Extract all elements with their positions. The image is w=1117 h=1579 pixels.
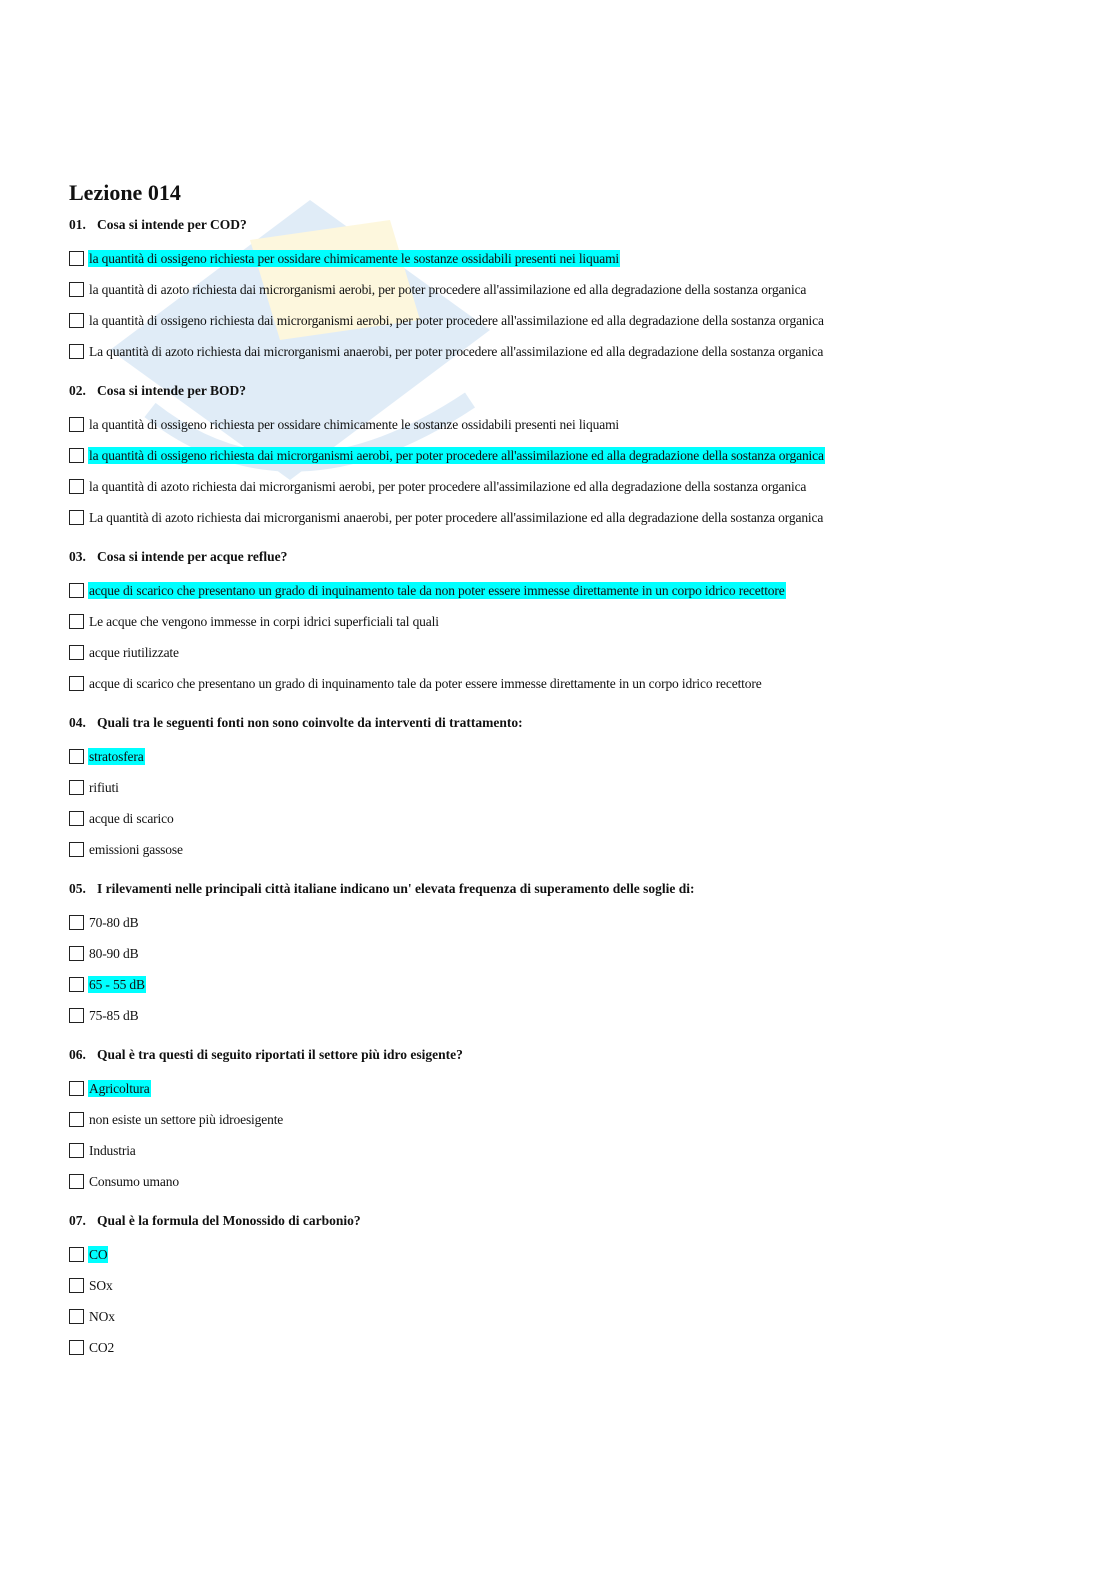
answer-text-highlighted: stratosfera <box>89 749 144 764</box>
question-number: 01. <box>69 217 86 232</box>
answer-text: emissioni gassose <box>89 842 183 857</box>
question-block <box>69 382 1049 533</box>
question-block <box>69 714 1049 865</box>
answer-option[interactable] <box>69 1000 1049 1031</box>
answer-option[interactable] <box>69 1135 1049 1166</box>
answer-text-highlighted: la quantità di ossigeno richiesta dai microrganismi aerobi, per poter procedere all'assimilazione ed alla degradazione della sostanza organica <box>89 448 824 463</box>
answer-option[interactable] <box>69 575 1049 606</box>
checkbox-icon[interactable] <box>69 1278 84 1293</box>
answer-text: la quantità di azoto richiesta dai microrganismi aerobi, per poter procedere all'assimilazione ed alla degradazione della sostanza organica <box>89 479 807 494</box>
question-title <box>69 548 1049 566</box>
answer-option[interactable] <box>69 1104 1049 1135</box>
answer-text: Industria <box>89 1143 136 1158</box>
checkbox-icon[interactable] <box>69 977 84 992</box>
answer-text: acque riutilizzate <box>89 645 179 660</box>
checkbox-icon[interactable] <box>69 282 84 297</box>
answer-text: La quantità di azoto richiesta dai microrganismi anaerobi, per poter procedere all'assimilazione ed alla degradazione della sostanza organica <box>89 344 824 359</box>
answer-option[interactable] <box>69 336 1049 367</box>
answer-option[interactable] <box>69 409 1049 440</box>
answer-option[interactable] <box>69 907 1049 938</box>
answer-text: la quantità di azoto richiesta dai microrganismi aerobi, per poter procedere all'assimilazione ed alla degradazione della sostanza organica <box>89 282 807 297</box>
question-title <box>69 714 1049 732</box>
answer-option[interactable] <box>69 274 1049 305</box>
answer-text: SOx <box>89 1278 113 1293</box>
question-title <box>69 880 1049 898</box>
answer-text: La quantità di azoto richiesta dai microrganismi anaerobi, per poter procedere all'assimilazione ed alla degradazione della sostanza organica <box>89 510 824 525</box>
page-title: Lezione 014 <box>69 180 181 205</box>
answer-text: 80-90 dB <box>89 946 139 961</box>
answer-option[interactable] <box>69 305 1049 336</box>
answer-text-highlighted: la quantità di ossigeno richiesta per ossidare chimicamente le sostanze ossidabili presenti nei liquami <box>89 251 620 266</box>
answer-option[interactable] <box>69 1073 1049 1104</box>
checkbox-icon[interactable] <box>69 780 84 795</box>
answer-option[interactable] <box>69 440 1049 471</box>
answer-option[interactable] <box>69 1239 1049 1270</box>
answer-text-highlighted: 65 - 55 dB <box>89 977 145 992</box>
answer-text-highlighted: CO <box>89 1247 108 1262</box>
checkbox-icon[interactable] <box>69 1112 84 1127</box>
question-title <box>69 216 1049 234</box>
question-text: Cosa si intende per acque reflue? <box>97 549 288 564</box>
answer-text: 75-85 dB <box>89 1008 139 1023</box>
question-text: Quali tra le seguenti fonti non sono coinvolte da interventi di trattamento: <box>97 715 523 730</box>
answer-option[interactable] <box>69 834 1049 865</box>
answer-text: non esiste un settore più idroesigente <box>89 1112 284 1127</box>
answer-option[interactable] <box>69 637 1049 668</box>
answer-text: 70-80 dB <box>89 915 139 930</box>
checkbox-icon[interactable] <box>69 1340 84 1355</box>
document-page <box>69 178 1049 1378</box>
checkbox-icon[interactable] <box>69 1081 84 1096</box>
answer-option[interactable] <box>69 668 1049 699</box>
question-block <box>69 548 1049 699</box>
answer-text-highlighted: acque di scarico che presentano un grado di inquinamento tale da non poter essere immesse direttamente in un corpo idrico recettore <box>89 583 785 598</box>
answer-text-highlighted: Agricoltura <box>89 1081 150 1096</box>
checkbox-icon[interactable] <box>69 676 84 691</box>
question-number: 06. <box>69 1047 86 1062</box>
checkbox-icon[interactable] <box>69 479 84 494</box>
question-number: 05. <box>69 881 86 896</box>
checkbox-icon[interactable] <box>69 811 84 826</box>
checkbox-icon[interactable] <box>69 510 84 525</box>
question-title <box>69 1046 1049 1064</box>
checkbox-icon[interactable] <box>69 583 84 598</box>
checkbox-icon[interactable] <box>69 915 84 930</box>
answer-option[interactable] <box>69 1270 1049 1301</box>
checkbox-icon[interactable] <box>69 1247 84 1262</box>
question-text: Cosa si intende per COD? <box>97 217 247 232</box>
question-text: I rilevamenti nelle principali città italiane indicano un' elevata frequenza di superamento delle soglie di: <box>97 881 695 896</box>
checkbox-icon[interactable] <box>69 417 84 432</box>
answer-option[interactable] <box>69 502 1049 533</box>
checkbox-icon[interactable] <box>69 842 84 857</box>
question-number: 04. <box>69 715 86 730</box>
checkbox-icon[interactable] <box>69 1309 84 1324</box>
question-block <box>69 216 1049 367</box>
answer-text: acque di scarico <box>89 811 174 826</box>
checkbox-icon[interactable] <box>69 313 84 328</box>
answer-option[interactable] <box>69 938 1049 969</box>
question-block <box>69 880 1049 1031</box>
answer-option[interactable] <box>69 243 1049 274</box>
answer-text: rifiuti <box>89 780 119 795</box>
checkbox-icon[interactable] <box>69 946 84 961</box>
answer-option[interactable] <box>69 1166 1049 1197</box>
question-title <box>69 382 1049 400</box>
answer-text: la quantità di ossigeno richiesta per ossidare chimicamente le sostanze ossidabili presenti nei liquami <box>89 417 620 432</box>
question-text: Qual è la formula del Monossido di carbonio? <box>97 1213 361 1228</box>
answer-option[interactable] <box>69 606 1049 637</box>
question-text: Cosa si intende per BOD? <box>97 383 247 398</box>
question-block <box>69 1212 1049 1363</box>
checkbox-icon[interactable] <box>69 614 84 629</box>
question-block <box>69 1046 1049 1197</box>
answer-option[interactable] <box>69 969 1049 1000</box>
answer-option[interactable] <box>69 772 1049 803</box>
question-list <box>69 216 1049 1363</box>
answer-text: Le acque che vengono immesse in corpi idrici superficiali tal quali <box>89 614 439 629</box>
checkbox-icon[interactable] <box>69 1008 84 1023</box>
checkbox-icon[interactable] <box>69 1143 84 1158</box>
question-number: 02. <box>69 383 86 398</box>
answer-text: NOx <box>89 1309 115 1324</box>
checkbox-icon[interactable] <box>69 749 84 764</box>
answer-option[interactable] <box>69 1301 1049 1332</box>
answer-option[interactable] <box>69 803 1049 834</box>
checkbox-icon[interactable] <box>69 448 84 463</box>
answer-option[interactable] <box>69 1332 1049 1363</box>
checkbox-icon[interactable] <box>69 645 84 660</box>
answer-option[interactable] <box>69 471 1049 502</box>
checkbox-icon[interactable] <box>69 1174 84 1189</box>
question-number: 03. <box>69 549 86 564</box>
answer-text: Consumo umano <box>89 1174 179 1189</box>
question-number: 07. <box>69 1213 86 1228</box>
checkbox-icon[interactable] <box>69 344 84 359</box>
answer-option[interactable] <box>69 741 1049 772</box>
question-title <box>69 1212 1049 1230</box>
answer-text: la quantità di ossigeno richiesta dai microrganismi aerobi, per poter procedere all'assimilazione ed alla degradazione della sostanza organica <box>89 313 824 328</box>
question-text: Qual è tra questi di seguito riportati il settore più idro esigente? <box>97 1047 463 1062</box>
checkbox-icon[interactable] <box>69 251 84 266</box>
answer-text: acque di scarico che presentano un grado di inquinamento tale da poter essere immesse direttamente in un corpo idrico recettore <box>89 676 762 691</box>
answer-text: CO2 <box>89 1340 115 1355</box>
